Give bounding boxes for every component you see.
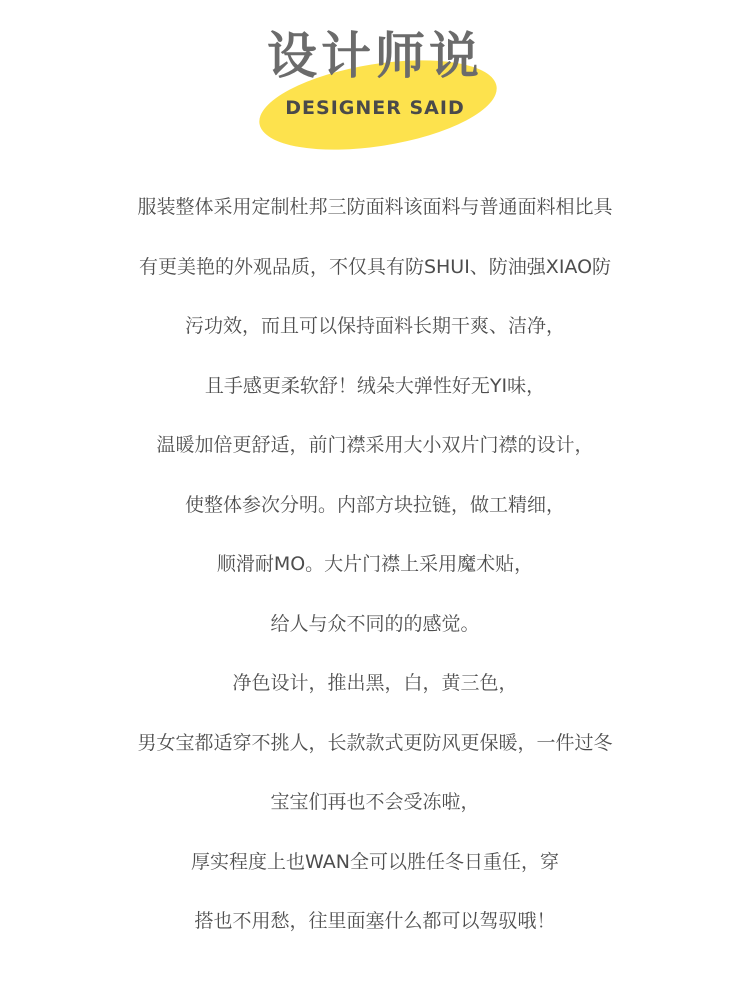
text-line: 净色设计，推出黑，白，黄三色， (232, 672, 518, 694)
text-line: 且手感更柔软舒！绒朵大弹性好无YI味， (204, 374, 546, 397)
text-line: 厚实程度上也WAN全可以胜任冬日重任，穿 (191, 850, 559, 873)
text-line: 男女宝都适穿不挑人，长款款式更防风更保暖，一件过冬 (137, 731, 613, 754)
text-line: 温暖加倍更舒适，前门襟采用大小双片门襟的设计， (156, 434, 594, 456)
text-line: 污功效，而且可以保持面料长期干爽、洁净， (184, 315, 565, 337)
text-line: 宝宝们再也不会受冻啦， (270, 791, 480, 813)
section-title: 设计师说 (267, 27, 483, 85)
text-line: 给人与众不同的的感觉。 (270, 612, 480, 635)
text-line: 使整体参次分明。内部方块拉链，做工精细， (184, 493, 565, 516)
description-text (0, 178, 750, 952)
text-line: 服装整体采用定制杜邦三防面料该面料与普通面料相比具 (137, 196, 613, 218)
text-line: 有更美艳的外观品质，不仅具有防SHUI、防油强XIAO防 (138, 255, 612, 278)
designer-said-header (0, 0, 750, 160)
text-line: 搭也不用愁，往里面塞什么都可以驾驭哦！ (194, 910, 556, 932)
section-subtitle: DESIGNER SAID (285, 97, 465, 119)
text-line: 顺滑耐MO。大片门襟上采用魔术贴， (216, 553, 534, 575)
